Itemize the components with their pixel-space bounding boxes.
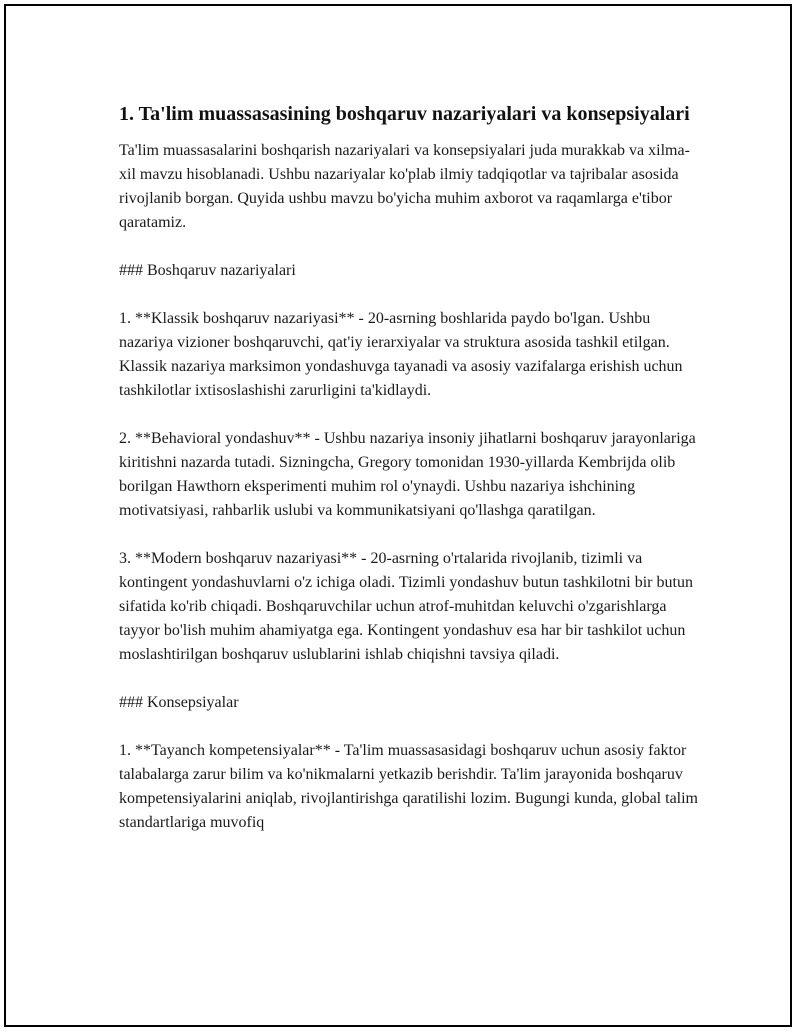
document-body xyxy=(119,101,699,859)
theory-behavioral-paragraph: 2. **Behavioral yondashuv** - Ushbu nazariya insoniy jihatlarni boshqaruv jarayonlariga kiritishni nazarda tutadi. Sizningcha, Gregory tomonidan 1930-yillarda Kembrijda olib borilgan Hawthorn eksperimenti muhim rol o'ynaydi. Ushbu nazariya ishchining motivatsiyasi, rahbarlik uslubi va kommunikatsiyani qo'llashga qaratilgan. xyxy=(119,430,696,519)
concept-core-competencies-paragraph: 1. **Tayanch kompetensiyalar** - Ta'lim muassasasidagi boshqaruv uchun asosiy faktor talabalarga zarur bilim va ko'nikmalarni yetkazib berishdir. Ta'lim jarayonida boshqaruv kompetensiyalarini aniqlab, rivojlantirishga qaratilishi lozim. Bugungi kunda, global talim standartlariga muvofiq xyxy=(119,742,698,831)
section-heading-theories: ### Boshqaruv nazariyalari xyxy=(119,262,296,279)
document-title: 1. Ta'lim muassasasining boshqaruv nazariyalari va konsepsiyalari xyxy=(119,103,690,125)
theory-modern-paragraph: 3. **Modern boshqaruv nazariyasi** - 20-asrning o'rtalarida rivojlanib, tizimli va kontingent yondashuvlarni o'z ichiga oladi. Tizimli yondashuv butun tashkilotni bir butun sifatida ko'rib chiqadi. Boshqaruvchilar uchun atrof-muhitdan keluvchi o'zgarishlarga tayyor bo'lish muhim ahamiyatga ega. Kontingent yondashuv esa har bir tashkilot uchun moslashtirilgan boshqaruv uslublarini ishlab chiqishni tavsiya qiladi. xyxy=(119,550,693,663)
section-heading-concepts: ### Konsepsiyalar xyxy=(119,694,239,711)
theory-classic-paragraph: 1. **Klassik boshqaruv nazariyasi** - 20-asrning boshlarida paydo bo'lgan. Ushbu nazariya vizioner boshqaruvchi, qat'iy ierarxiyalar va struktura asosida tashkil etilgan. Klassik nazariya marksimon yondashuvga tayanadi va asosiy vazifalarga erishish uchun tashkilotlar ixtisoslashishi zarurligini ta'kidlaydi. xyxy=(119,310,683,399)
page-frame xyxy=(4,4,792,1027)
intro-paragraph: Ta'lim muassasalarini boshqarish nazariyalari va konsepsiyalari juda murakkab va xilma-xil mavzu hisoblanadi. Ushbu nazariyalar ko'plab ilmiy tadqiqotlar va tajribalar asosida rivojlanib borgan. Quyida ushbu mavzu bo'yicha muhim axborot va raqamlarga e'tibor qaratamiz. xyxy=(119,142,690,231)
